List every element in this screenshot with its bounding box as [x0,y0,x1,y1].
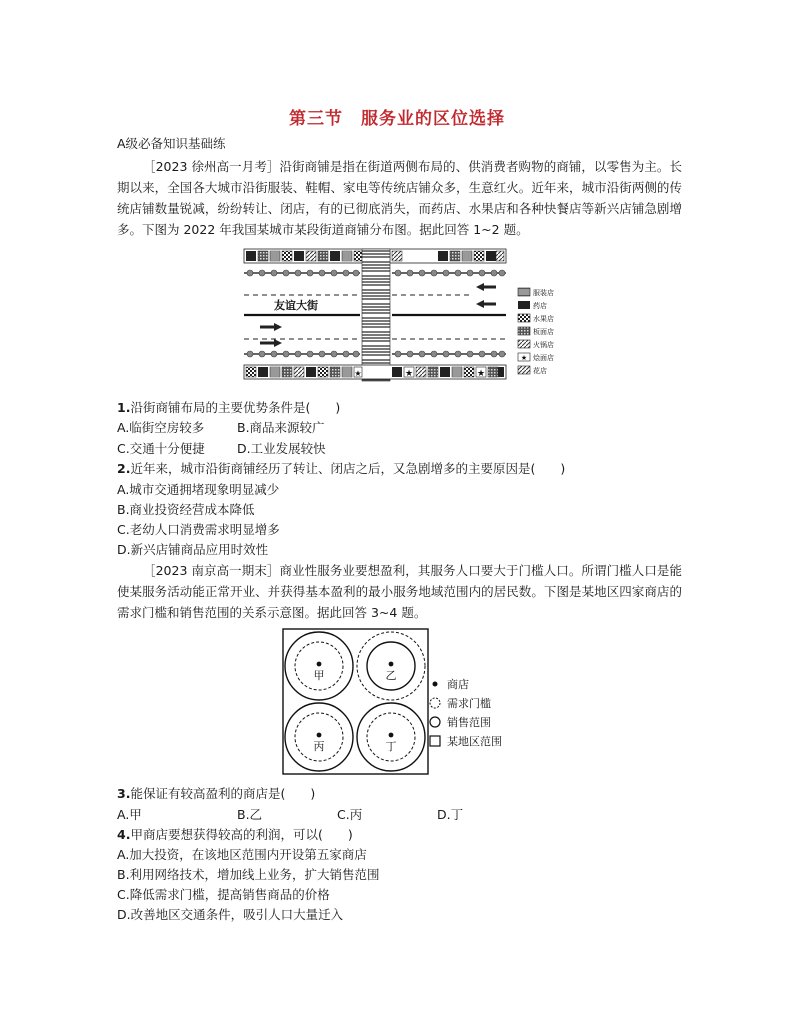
legend-label: 火锅店 [533,341,554,349]
question-3 [117,784,315,804]
option[interactable]: B.乙 [237,807,263,822]
question-stem: 甲商店要想获得较高的利润，可以( ) [130,827,353,842]
option[interactable]: A.临街空房较多 [117,420,205,435]
svg-text:★: ★ [404,369,414,379]
legend-label: 某地区范围 [447,735,502,748]
option[interactable]: C.交通十分便捷 [117,441,205,456]
passage-1: ［2023 徐州高一月考］沿街商铺是指在街道两侧布局的、供消费者购物的商铺，以零售为主。长期以来，全国各大城市沿街服装、鞋帽、家电等传统店铺众多，生意红火。近年来，城市沿街两侧的传统店铺数量锐减，纷纷转让、闭店，有的已彻底消失，而药店、水果店和各种快餐店等新兴店铺急剧增多。下图为 2022 年我国某城市某段街道商铺分布图。据此回答 1~2 题。 [117,159,682,237]
section-label: A级必备知识基础练 [117,136,226,151]
arrow-left-icon [476,283,496,308]
svg-text:丙: 丙 [313,740,325,753]
question-2 [117,459,565,479]
svg-text:★: ★ [476,369,486,379]
question-number: 2. [117,461,131,476]
question-stem: 近年来，城市沿街商铺经历了转让、闭店之后，又急剧增多的主要原因是( ) [130,461,566,476]
legend-label: 销售范围 [447,716,491,729]
option[interactable]: B.商业投资经营成本降低 [117,502,255,517]
q1-options-row-2 [117,439,326,459]
option[interactable]: B.利用网络技术，增加线上业务，扩大销售范围 [117,867,380,882]
diagram-legend [430,677,502,748]
region-boundary [283,629,428,774]
legend-label: 商店 [447,678,469,691]
arrow-right-icon [260,323,282,347]
street-name: 友谊大街 [274,299,318,312]
svg-text:丁: 丁 [385,740,397,753]
option[interactable]: D.新兴店铺商品应用时效性 [117,542,269,557]
question-number: 3. [117,786,131,801]
option[interactable]: A.甲 [117,807,142,822]
bottom-shop-row [244,365,506,379]
q1-options-row-1 [117,418,325,438]
option[interactable]: C.降低需求门槛，提高销售商品的价格 [117,887,330,902]
street-shop-map [242,246,567,384]
legend-label: 药店 [533,302,547,310]
shop-legend [518,288,554,375]
crosswalk [362,249,390,381]
option[interactable]: D.丁 [437,807,464,822]
legend-label: 需求门槛 [447,697,491,710]
option[interactable]: C.老幼人口消费需求明显增多 [117,522,280,537]
legend-label: 水果店 [533,315,554,323]
legend-label: 板面店 [533,328,554,336]
store-threshold-diagram [282,628,522,776]
question-number: 4. [117,827,131,842]
page-title: 第三节 服务业的区位选择 [289,109,505,129]
q3-options-row [117,805,463,825]
svg-text:★: ★ [354,369,362,378]
option[interactable]: C.丙 [337,807,363,822]
svg-text:乙: 乙 [385,669,397,682]
option[interactable]: A.加大投资，在该地区范围内开设第五家商店 [117,847,367,862]
question-number: 1. [117,400,131,415]
svg-text:★: ★ [520,354,528,362]
legend-label: 花店 [533,367,547,375]
option[interactable]: B.商品来源较广 [237,420,325,435]
svg-text:甲: 甲 [313,669,325,682]
question-4 [117,825,353,845]
passage-2: ［2023 南京高一期末］商业性服务业要想盈利，其服务人口要大于门槛人口。所谓门槛人口是能使某服务活动能正常开业、并获得基本盈利的最小服务地域范围内的居民数。下图是某地区四家商店的需求门槛和销售范围的关系示意图。据此回答 3~4 题。 [117,563,682,620]
option[interactable]: D.工业发展较快 [237,441,326,456]
option[interactable]: A.城市交通拥堵现象明显减少 [117,482,280,497]
option[interactable]: D.改善地区交通条件，吸引人口大量迁入 [117,907,344,922]
legend-label: 服装店 [533,289,554,297]
question-1 [117,398,340,418]
question-stem: 能保证有较高盈利的商店是( ) [130,786,316,801]
question-stem: 沿街商铺布局的主要优势条件是( ) [130,400,341,415]
legend-label: 烩面店 [533,354,554,362]
